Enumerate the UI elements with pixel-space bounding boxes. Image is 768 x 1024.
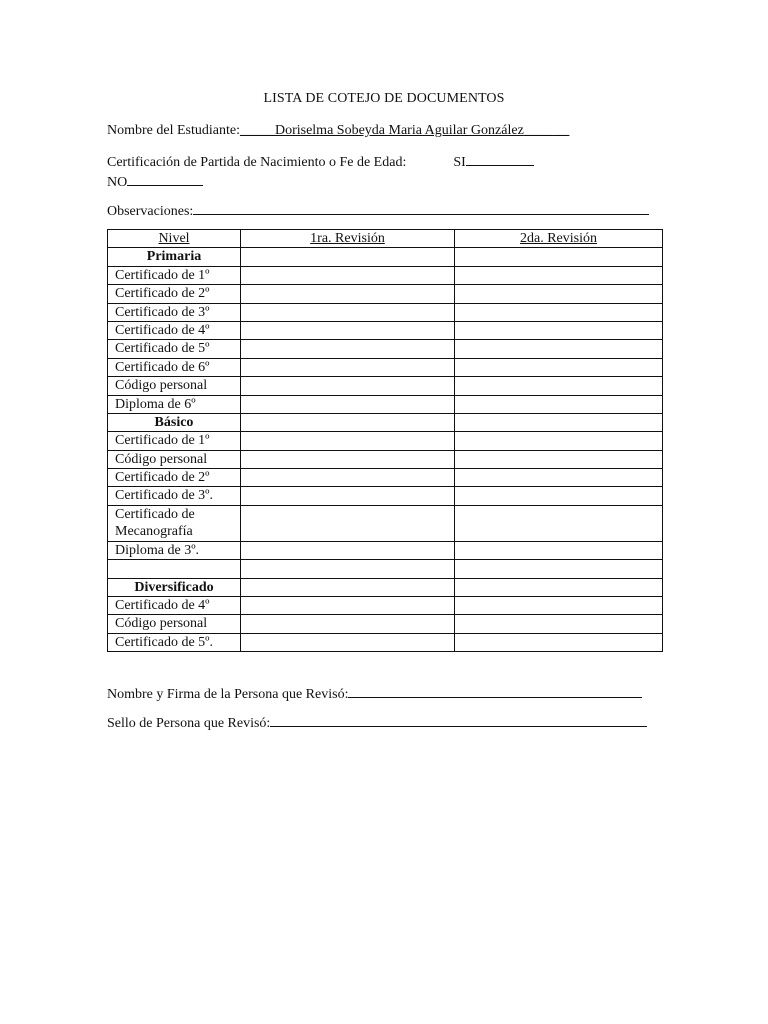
second-review-cell[interactable] (455, 469, 663, 487)
section-label: Básico (108, 413, 241, 431)
table-row (108, 395, 663, 413)
second-review-cell[interactable] (455, 450, 663, 468)
birth-cert-si-field[interactable] (466, 151, 534, 166)
second-review-cell[interactable] (455, 597, 663, 615)
table-row (108, 321, 663, 339)
document-label: Certificado de 2º (108, 469, 241, 487)
document-label: Certificado de Mecanografía (108, 505, 241, 541)
document-label: Certificado de 5º (108, 340, 241, 358)
header-segunda-revision: 2da. Revisión (455, 230, 663, 248)
second-review-cell[interactable] (455, 340, 663, 358)
first-review-cell[interactable] (241, 285, 455, 303)
second-review-cell[interactable] (455, 321, 663, 339)
table-section-row (108, 248, 663, 266)
document-label: Certificado de 1º (108, 266, 241, 284)
table-row (108, 377, 663, 395)
table-row (108, 340, 663, 358)
second-review-cell[interactable] (455, 285, 663, 303)
student-name-line (107, 122, 569, 140)
table-row (108, 469, 663, 487)
table-row (108, 560, 663, 578)
student-name-prefix-blank: _____ (239, 123, 275, 138)
document-label: Certificado de 2º (108, 285, 241, 303)
second-review-cell[interactable] (455, 633, 663, 651)
document-label: Diploma de 3º. (108, 541, 241, 559)
first-review-cell[interactable] (241, 303, 455, 321)
table-row (108, 358, 663, 376)
document-label: Certificado de 3º. (108, 487, 241, 505)
first-review-cell[interactable] (241, 432, 455, 450)
second-review-cell[interactable] (455, 432, 663, 450)
table-row (108, 432, 663, 450)
reviewer-seal-field[interactable] (270, 712, 647, 727)
table-body (108, 248, 663, 652)
first-review-cell[interactable] (241, 340, 455, 358)
birth-cert-no-field[interactable] (127, 171, 203, 186)
birth-cert-no-line (107, 171, 203, 192)
first-review-cell[interactable] (241, 469, 455, 487)
first-review-cell[interactable] (241, 615, 455, 633)
second-review-cell[interactable] (455, 615, 663, 633)
first-review-cell[interactable] (241, 578, 455, 596)
second-review-cell[interactable] (455, 505, 663, 541)
document-label: Certificado de 4º (108, 597, 241, 615)
observations-line (107, 200, 649, 221)
reviewer-name-line (107, 683, 642, 704)
reviewer-seal-label: Sello de Persona que Revisó: (107, 716, 271, 731)
observations-field[interactable] (193, 200, 649, 215)
table-row (108, 487, 663, 505)
table-row (108, 541, 663, 559)
table-section-row (108, 413, 663, 431)
section-label: Diversificado (108, 578, 241, 596)
student-name-text: Doriselma Sobeyda Maria Aguilar González (274, 123, 524, 138)
second-review-cell[interactable] (455, 303, 663, 321)
document-label: Código personal (108, 450, 241, 468)
header-nivel: Nivel (108, 230, 241, 248)
student-name-value[interactable] (240, 123, 569, 138)
document-label (108, 560, 241, 578)
second-review-cell[interactable] (455, 266, 663, 284)
first-review-cell[interactable] (241, 413, 455, 431)
birth-cert-label: Certificación de Partida de Nacimiento o Fe de Edad: (107, 155, 407, 170)
second-review-cell[interactable] (455, 395, 663, 413)
section-label: Primaria (108, 248, 241, 266)
document-title: LISTA DE COTEJO DE DOCUMENTOS (263, 91, 505, 106)
document-label: Diploma de 6º (108, 395, 241, 413)
birth-cert-si-label: SI (453, 155, 466, 170)
second-review-cell[interactable] (455, 358, 663, 376)
table-section-row (108, 578, 663, 596)
document-label: Certificado de 6º (108, 358, 241, 376)
first-review-cell[interactable] (241, 321, 455, 339)
second-review-cell[interactable] (455, 377, 663, 395)
observations-label: Observaciones: (107, 204, 194, 219)
table-header-row (108, 230, 663, 248)
table-row (108, 633, 663, 651)
document-label: Certificado de 4º (108, 321, 241, 339)
reviewer-name-field[interactable] (348, 683, 642, 698)
document-label: Certificado de 5º. (108, 633, 241, 651)
document-label: Código personal (108, 377, 241, 395)
first-review-cell[interactable] (241, 248, 455, 266)
second-review-cell[interactable] (455, 413, 663, 431)
first-review-cell[interactable] (241, 450, 455, 468)
first-review-cell[interactable] (241, 395, 455, 413)
second-review-cell[interactable] (455, 560, 663, 578)
table-row (108, 615, 663, 633)
second-review-cell[interactable] (455, 248, 663, 266)
first-review-cell[interactable] (241, 266, 455, 284)
birth-cert-line (107, 151, 534, 172)
student-name-label: Nombre del Estudiante: (107, 123, 240, 138)
reviewer-name-label: Nombre y Firma de la Persona que Revisó: (107, 687, 349, 702)
document-label: Código personal (108, 615, 241, 633)
second-review-cell[interactable] (455, 541, 663, 559)
document-label: Certificado de 3º (108, 303, 241, 321)
second-review-cell[interactable] (455, 578, 663, 596)
first-review-cell[interactable] (241, 633, 455, 651)
table-row (108, 303, 663, 321)
table-row (108, 597, 663, 615)
document-label: Certificado de 1º (108, 432, 241, 450)
second-review-cell[interactable] (455, 487, 663, 505)
first-review-cell[interactable] (241, 377, 455, 395)
reviewer-seal-line (107, 712, 647, 733)
document-checklist-table (107, 229, 663, 652)
student-name-suffix-blank: ____ __ (523, 123, 570, 138)
first-review-cell[interactable] (241, 358, 455, 376)
first-review-cell[interactable] (241, 597, 455, 615)
first-review-cell[interactable] (241, 541, 455, 559)
birth-cert-no-label: NO (107, 175, 128, 190)
first-review-cell[interactable] (241, 487, 455, 505)
table-row (108, 285, 663, 303)
first-review-cell[interactable] (241, 505, 455, 541)
table-row (108, 450, 663, 468)
table-row (108, 266, 663, 284)
table-row (108, 505, 663, 541)
header-primera-revision: 1ra. Revisión (241, 230, 455, 248)
first-review-cell[interactable] (241, 560, 455, 578)
